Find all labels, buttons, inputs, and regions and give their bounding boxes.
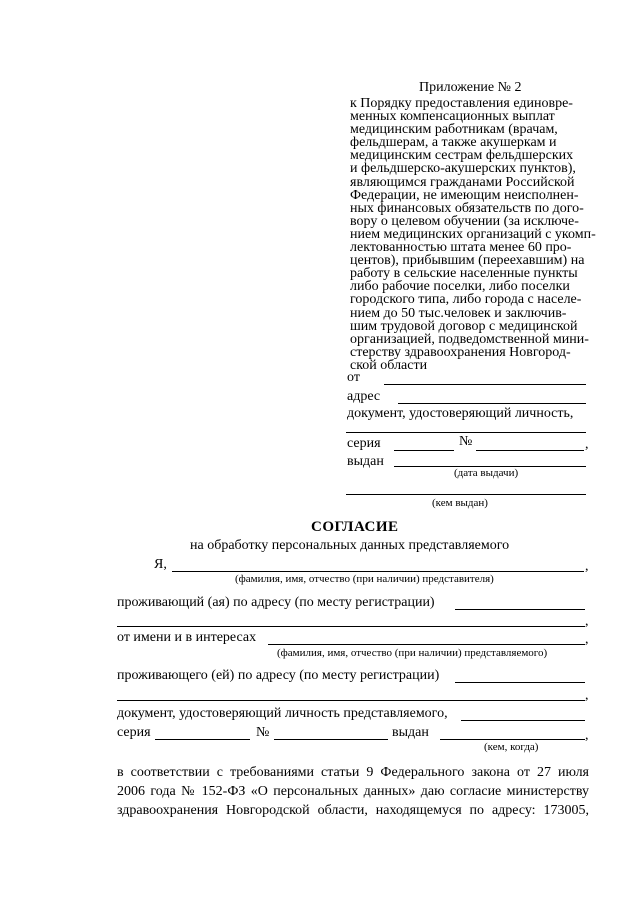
- residing2-address-line-2[interactable]: [117, 700, 585, 701]
- represented-issued-comma: ,: [585, 728, 589, 743]
- represented-series-line[interactable]: [155, 739, 250, 740]
- represented-document-label: документ, удостоверяющий личность представляемого,: [117, 706, 448, 721]
- representative-hint: (фамилия, имя, отчество (при наличии) представителя): [235, 573, 494, 585]
- residing-address-line-2[interactable]: [117, 626, 585, 627]
- appendix-line: центов), прибывшим (переехавшим) на: [350, 253, 585, 269]
- appendix-line: к Порядку предоставления единовре-: [350, 96, 573, 111]
- appendix-number: Приложение № 2: [419, 80, 522, 95]
- represented-hint: (фамилия, имя, отчество (при наличии) представляемого): [277, 647, 548, 659]
- appendix-line: медицинским работникам (врачам,: [350, 122, 558, 138]
- consent-body-line-2: 2006 года № 152-ФЗ «О персональных данных» даю согласие министерству: [117, 784, 589, 799]
- residing-address-line-1[interactable]: [455, 609, 585, 610]
- consent-body-line-1: в соответствии с требованиями статьи 9 Федерального закона от 27 июля: [117, 765, 589, 780]
- represented-number-line[interactable]: [274, 739, 388, 740]
- sender-issued-label: выдан: [347, 454, 384, 469]
- residing2-address-line-1[interactable]: [455, 682, 585, 683]
- appendix-line: медицинским сестрам фельдшерских: [350, 148, 574, 164]
- represented-number-label: №: [256, 725, 270, 740]
- sender-comma: ,: [585, 437, 589, 452]
- residing-comma: ,: [585, 614, 589, 629]
- sender-number-field-line[interactable]: [476, 450, 584, 451]
- representative-comma: ,: [585, 559, 589, 574]
- represented-issued-hint: (кем, когда): [484, 741, 539, 753]
- appendix-line: организацией, подведомственной мини-: [350, 331, 589, 347]
- represented-issued-line[interactable]: [440, 739, 585, 740]
- address-label: адрес: [347, 389, 381, 404]
- consent-body-line-3: здравоохранения Новгородской области, находящемуся по адресу: 173005,: [117, 803, 589, 818]
- issue-date-hint: (дата выдачи): [454, 467, 519, 479]
- appendix-line: городского типа, либо города с населе-: [350, 292, 582, 308]
- sender-document-field-line[interactable]: [346, 432, 586, 433]
- appendix-line: вору о целевом обучении (за исключе-: [350, 213, 579, 229]
- appendix-line: Федерации, не имеющим неисполнен-: [350, 187, 579, 203]
- represented-name-line[interactable]: [268, 644, 585, 645]
- appendix-reference-text: [350, 97, 600, 372]
- appendix-line: нием до 50 тыс.человек и заключив-: [350, 305, 567, 321]
- i-label: Я,: [154, 557, 167, 572]
- document-title: СОГЛАСИЕ: [311, 519, 399, 535]
- appendix-line: являющимся гражданами Российской: [350, 174, 575, 190]
- represented-comma: ,: [585, 632, 589, 647]
- represented-issued-label: выдан: [392, 725, 429, 740]
- from-label: от: [347, 370, 360, 385]
- appendix-line: стерству здравоохранения Новгород-: [350, 344, 571, 360]
- appendix-line: шим трудовой договор с медицинской: [350, 318, 578, 334]
- appendix-line: работу в сельские населенные пункты: [350, 266, 578, 282]
- residing2-comma: ,: [585, 688, 589, 703]
- appendix-line: фельдшерам, а также акушеркам и: [350, 135, 557, 151]
- residing-label: проживающий (ая) по адресу (по месту регистрации): [117, 595, 435, 610]
- appendix-line: либо рабочие поселки, либо поселки: [350, 279, 570, 295]
- document-subtitle: на обработку персональных данных представляемого: [190, 538, 510, 553]
- appendix-line: менных компенсационных выплат: [350, 109, 555, 125]
- sender-series-field-line[interactable]: [394, 450, 454, 451]
- residing2-label: проживающего (ей) по адресу (по месту регистрации): [117, 668, 440, 683]
- from-field-line[interactable]: [384, 384, 586, 385]
- on-behalf-label: от имени и в интересах: [117, 630, 257, 645]
- address-field-line[interactable]: [398, 403, 586, 404]
- issued-by-hint: (кем выдан): [432, 497, 488, 509]
- appendix-line: ской области: [350, 357, 428, 373]
- appendix-line: лектованностью штата менее 60 про-: [350, 240, 572, 256]
- sender-number-label: №: [459, 434, 473, 449]
- appendix-line: и фельдшерско-акушерских пунктов),: [350, 161, 576, 177]
- sender-series-label: серия: [347, 436, 381, 451]
- sender-document-label: документ, удостоверяющий личность,: [347, 406, 574, 421]
- sender-issued-by-line[interactable]: [346, 494, 586, 495]
- representative-name-line[interactable]: [172, 571, 584, 572]
- represented-document-line[interactable]: [461, 720, 585, 721]
- appendix-line: ных финансовых обязательств по дого-: [350, 200, 584, 216]
- appendix-line: нием медицинских организаций с укомп-: [350, 226, 596, 242]
- represented-series-label: серия: [117, 725, 151, 740]
